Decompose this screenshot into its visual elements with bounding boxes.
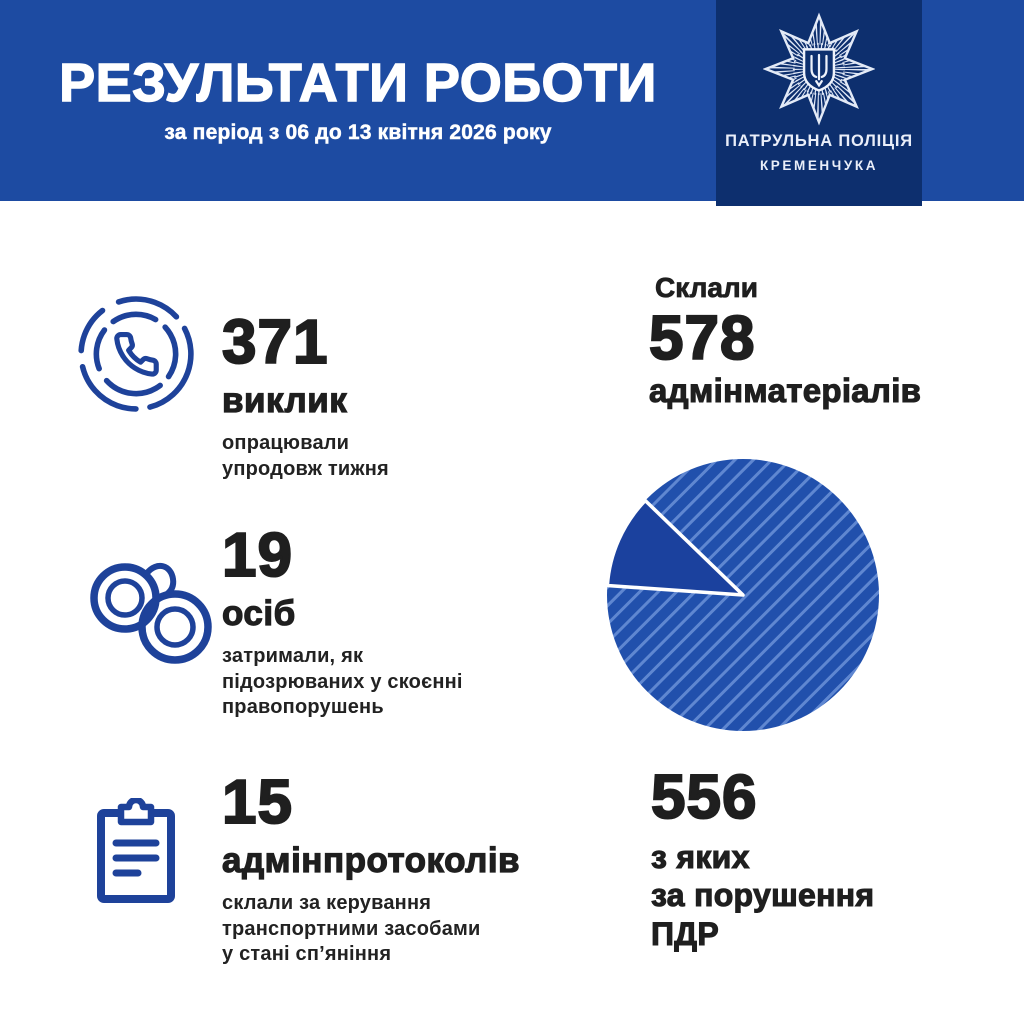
stat-value: 15: [222, 768, 293, 837]
stat-description: [222, 431, 389, 482]
desc-line: затримали, як: [222, 645, 364, 667]
page-subtitle: за період з 06 до 13 квітня 2026 року: [164, 121, 552, 144]
handcuffs-icon: [83, 543, 219, 667]
desc-line: правопорушень: [222, 696, 384, 719]
header-text-block: [0, 53, 716, 145]
desc-line: склали за керування: [222, 892, 432, 914]
desc-line: підозрюваних у скоєнні: [222, 670, 463, 693]
desc-line: опрацювали: [222, 432, 350, 454]
stat-calls: [222, 308, 389, 482]
stat-label: осіб: [222, 594, 296, 633]
materials-total-value: 578: [649, 304, 756, 373]
header-banner: [0, 0, 1024, 201]
stat-label: адмінпротоколів: [222, 841, 521, 880]
stat-label: виклик: [222, 381, 348, 420]
pdr-label-line: ПДР: [651, 915, 720, 952]
stat-value: 19: [222, 521, 293, 590]
clipboard-icon: [90, 798, 182, 906]
materials-intro: Склали: [655, 272, 758, 303]
stat-value: 371: [222, 308, 329, 377]
pie-chart: [606, 458, 880, 732]
page-title: РЕЗУЛЬТАТИ РОБОТИ: [59, 53, 657, 113]
org-city: КРЕМЕНЧУКА: [759, 158, 879, 173]
pdr-label-line: з яких: [651, 839, 750, 875]
desc-line: у стані сп’яніння: [222, 943, 392, 966]
stat-protocols: [222, 768, 521, 968]
pdr-value: 556: [651, 763, 758, 832]
police-badge-icon: [763, 10, 875, 128]
stat-description: [222, 891, 520, 968]
stat-detained: [222, 521, 463, 721]
desc-line: транспортними засобами: [222, 917, 481, 940]
stat-description: [222, 644, 463, 721]
police-logo-panel: [716, 0, 922, 206]
org-name: ПАТРУЛЬНА ПОЛІЦІЯ: [725, 132, 913, 150]
pdr-label: [651, 838, 874, 953]
phone-icon: [75, 293, 197, 415]
desc-line: упродовж тижня: [222, 457, 389, 480]
pdr-label-line: за порушення: [651, 877, 875, 914]
materials-total-label: адмінматеріалів: [649, 372, 922, 409]
